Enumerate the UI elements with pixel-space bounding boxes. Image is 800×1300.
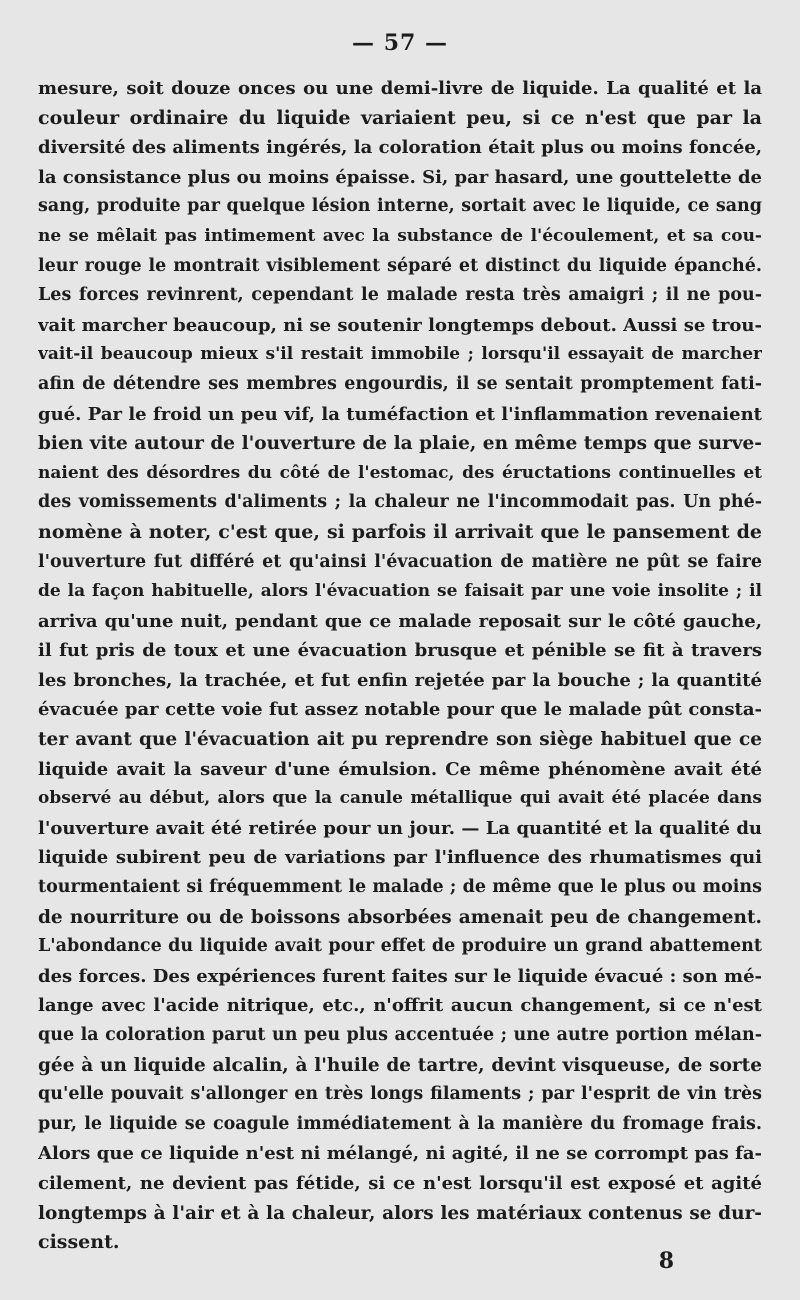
text-line: observé au début, alors que la canule métallique qui avait été placée dans [38,788,762,809]
text-line: de nourriture ou de boissons absorbées amenait peu de changement. [38,906,762,928]
text-line: ne se mêlait pas intimement avec la substance de l'écoulement, et sa cou- [38,225,762,246]
text-line: vait-il beaucoup mieux s'il restait immobile ; lorsqu'il essayait de marcher [38,344,762,365]
text-line: l'ouverture avait été retirée pour un jour. — La quantité et la qualité du [38,817,762,839]
page-number: — 57 — [352,30,448,56]
text-line: ter avant que l'évacuation ait pu reprendre son siège habituel que ce [38,729,762,751]
text-line: arriva qu'une nuit, pendant que ce malade reposait sur le côté gauche, [38,610,762,632]
text-line: leur rouge le montrait visiblement séparé et distinct du liquide épanché. [38,255,762,276]
text-line: gué. Par le froid un peu vif, la tuméfaction et l'inflammation revenaient [38,403,762,425]
text-line: cilement, ne devient pas fétide, si ce n'est lorsqu'il est exposé et agité [38,1172,762,1194]
text-line: sang, produite par quelque lésion interne, sortait avec le liquide, ce sang [38,196,762,217]
text-line: qu'elle pouvait s'allonger en très longs filaments ; par l'esprit de vin très [38,1084,762,1105]
body-paragraph [38,74,762,1258]
text-line: Alors que ce liquide n'est ni mélangé, ni agité, il ne se corrompt pas fa- [38,1143,762,1165]
text-line: de la façon habituelle, alors l'évacuation se faisait par une voie insolite ; il [38,581,762,602]
text-line: gée à un liquide alcalin, à l'huile de tartre, devint visqueuse, de sorte [38,1054,762,1076]
text-line: bien vite autour de l'ouverture de la plaie, en même temps que surve- [38,433,762,455]
text-line: les bronches, la trachée, et fut enfin rejetée par la bouche ; la quantité [38,669,762,691]
text-line: l'ouverture fut différé et qu'ainsi l'évacuation de matière ne pût se faire [38,551,762,572]
text-line: liquide subirent peu de variations par l'influence des rhumatismes qui [38,847,762,869]
text-line: L'abondance du liquide avait pour effet de produire un grand abattement [38,936,762,957]
text-line: lange avec l'acide nitrique, etc., n'offrit aucun changement, si ce n'est [38,995,762,1017]
text-line: il fut pris de toux et une évacuation brusque et pénible se fit à travers [38,640,762,662]
text-line: pur, le liquide se coagule immédiatement à la manière du fromage frais. [38,1113,762,1134]
text-line: naient des désordres du côté de l'estomac, des éructations continuelles et [38,462,762,483]
text-line: nomène à noter, c'est que, si parfois il arrivait que le pansement de [38,520,762,543]
signature-mark: 8 [658,1248,674,1274]
text-line: que la coloration parut un peu plus accentuée ; une autre portion mélan- [38,1025,762,1045]
text-line: longtemps à l'air et à la chaleur, alors les matériaux contenus se dur- [38,1202,762,1224]
text-line: évacuée par cette voie fut assez notable pour que le malade pût consta- [38,699,762,721]
text-line: des vomissements d'aliments ; la chaleur ne l'incommodait pas. Un phé- [38,492,762,513]
text-line: diversité des aliments ingérés, la coloration était plus ou moins foncée, [38,137,762,159]
text-line: Les forces revinrent, cependant le malade resta très amaigri ; il ne pou- [38,285,762,306]
text-line: vait marcher beaucoup, ni se soutenir longtemps debout. Aussi se trou- [38,314,762,336]
text-line: la consistance plus ou moins épaisse. Si, par hasard, une gouttelette de [38,166,762,188]
text-line: mesure, soit douze onces ou une demi-livre de liquide. La qualité et la [38,78,762,99]
text-line: afin de détendre ses membres engourdis, il se sentait promptement fati- [38,373,762,394]
text-line: tourmentaient si fréquemment le malade ; de même que le plus ou moins [38,877,762,898]
text-line: couleur ordinaire du liquide variaient peu, si ce n'est que par la [38,106,762,129]
text-line: des forces. Des expériences furent faites sur le liquide évacué : son mé- [38,965,762,987]
text-line: liquide avait la saveur d'une émulsion. Ce même phénomène avait été [38,758,762,780]
text-line: cissent. [38,1231,120,1254]
